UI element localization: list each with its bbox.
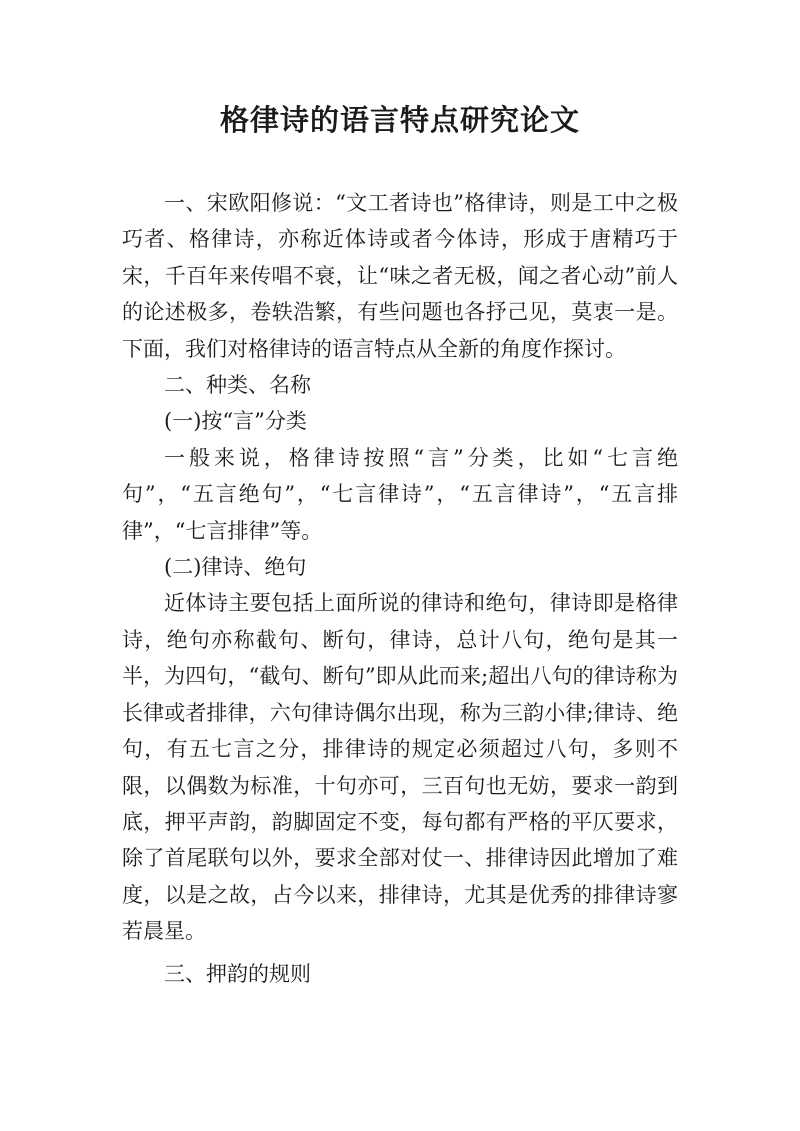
paragraph-intro: 一、宋欧阳修说：“文工者诗也”格律诗，则是工中之极巧者、格律诗，亦称近体诗或者今体诗，形成于唐精巧于宋，千百年来传唱不衰，让“味之者无极，闻之者心动”前人的论述极多，卷轶浩繁，有些问题也各抒己见，莫衷一是。下面，我们对格律诗的语言特点从全新的角度作探讨。 <box>122 191 678 361</box>
paragraph-by-yan: 一般来说，格律诗按照“言”分类，比如“七言绝句”，“五言绝句”，“七言律诗”，“五言律诗”，“五言排律”，“七言排律”等。 <box>122 445 678 543</box>
subsection-heading-lushi-jueju: (二)律诗、绝句 <box>164 555 307 580</box>
subsection-heading-by-yan: (一)按“言”分类 <box>164 409 307 434</box>
paragraph-lushi-jueju: 近体诗主要包括上面所说的律诗和绝句，律诗即是格律诗，绝句亦称截句、断句，律诗，总计八句，绝句是其一半，为四句，“截句、断句”即从此而来;超出八句的律诗称为长律或者排律，六句律诗偶尔出现，称为三韵小律;律诗、绝句，有五七言之分，排律诗的规定必须超过八句，多则不限，以偶数为标准，十句亦可，三百句也无妨，要求一韵到底，押平声韵，韵脚固定不变，每句都有严格的平仄要求，除了首尾联句以外，要求全部对仗一、排律诗因此增加了难度，以是之故，占今以来，排律诗，尤其是优秀的排律诗寥若晨星。 <box>122 591 678 944</box>
document-title: 格律诗的语言特点研究论文 <box>219 103 580 137</box>
section-heading-types: 二、种类、名称 <box>164 373 311 398</box>
document-body <box>122 185 678 992</box>
section-heading-rhyme-rules: 三、押韵的规则 <box>164 961 311 986</box>
